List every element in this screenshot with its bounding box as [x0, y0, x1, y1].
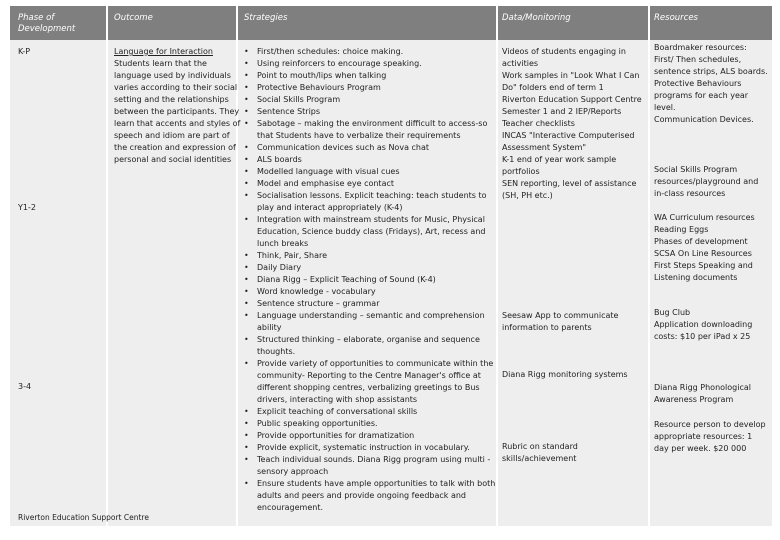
curriculum-table: [10, 6, 772, 526]
strategy-item: • Point to mouth/lips when talking: [242, 70, 498, 82]
phase-y1-2: Y1-2: [18, 203, 36, 212]
phase-kp: K-P: [18, 47, 31, 56]
strategy-item: • Socialisation lessons. Explicit teaching: teach students to play and interact appropriately (K-4): [242, 190, 498, 214]
strategy-item: • Provide explicit, systematic instruction in vocabulary.: [242, 442, 498, 454]
strategy-item: • Diana Rigg – Explicit Teaching of Sound (K-4): [242, 274, 498, 286]
strategy-item: • Public speaking opportunities.: [242, 418, 498, 430]
outcome-body: Students learn that the language used by individuals varies according to their social setting and the relationships between the participants. They learn that accents and styles of speech and idiom are part of the creation and expression of personal and social identities: [114, 59, 241, 164]
resources-block: Bug Club Application downloading costs: $10 per iPad x 25: [654, 308, 753, 341]
strategy-item: • Using reinforcers to encourage speaking.: [242, 58, 498, 70]
header-strategies: Strategies: [244, 13, 288, 23]
strategy-item: • Explicit teaching of conversational skills: [242, 406, 498, 418]
strategy-item: • Social Skills Program: [242, 94, 498, 106]
strategy-item: • Model and emphasise eye contact: [242, 178, 498, 190]
table-header: [10, 6, 772, 40]
strategy-item: • Sentence structure – grammar: [242, 298, 498, 310]
strategies-list: [242, 46, 498, 514]
resources-block: Social Skills Program resources/playground and in-class resources: [654, 165, 759, 198]
strategy-item: • Modelled language with visual cues: [242, 166, 498, 178]
header-phase: Phase of Development: [18, 13, 76, 34]
data-monitoring-block: Videos of students engaging in activities Work samples in "Look What I Can Do" folders end of term 1 Riverton Education Support Centre Semester 1 and 2 IEP/Reports Teacher checklists INCAS "Interactive Computerised Assessment System" K-1 end of year work sample portfolios SEN reporting, level of assistance (SH, PH etc.): [502, 47, 642, 200]
strategy-item: • Ensure students have ample opportunities to talk with both adults and peers and provide ongoing feedback and encouragement.: [242, 478, 498, 514]
strategy-item: • First/then schedules: choice making.: [242, 46, 498, 58]
resources-block: Boardmaker resources: First/ Then schedules, sentence strips, ALS boards. Protective Behaviours programs for each year level. Communication Devices.: [654, 43, 768, 124]
phase-3-4: 3-4: [18, 382, 32, 391]
column-divider: [106, 6, 108, 526]
strategy-item: • Sabotage – making the environment difficult to access-so that Students have to verbalize their requirements: [242, 118, 498, 142]
strategy-item: • Communication devices such as Nova chat: [242, 142, 498, 154]
footer-school-name: Riverton Education Support Centre: [18, 513, 149, 522]
strategy-item: • Sentence Strips: [242, 106, 498, 118]
strategy-item: • Think, Pair, Share: [242, 250, 498, 262]
header-resources: Resources: [654, 13, 698, 23]
strategy-item: • Teach individual sounds. Diana Rigg program using multi - sensory approach: [242, 454, 498, 478]
data-monitoring-block: Rubric on standard skills/achievement: [502, 442, 578, 463]
resources-block: Diana Rigg Phonological Awareness Program: [654, 383, 751, 404]
outcome-cell: [114, 46, 242, 166]
resources-block: WA Curriculum resources Reading Eggs Phases of development SCSA On Line Resources First Steps Speaking and Listening documents: [654, 213, 755, 282]
strategy-item: • Daily Diary: [242, 262, 498, 274]
strategy-item: • Integration with mainstream students for Music, Physical Education, Science buddy class (Fridays), Art, recess and lunch breaks: [242, 214, 498, 250]
strategy-item: • Provide opportunities for dramatization: [242, 430, 498, 442]
strategy-item: • Structured thinking – elaborate, organise and sequence thoughts.: [242, 334, 498, 358]
strategy-item: • ALS boards: [242, 154, 498, 166]
strategy-item: • Provide variety of opportunities to communicate within the community- Reporting to the Centre Manager's office at different shopping centres, verbalizing greetings to Bus drivers, interacting with shop assistants: [242, 358, 498, 406]
resources-block: Resource person to develop appropriate resources: 1 day per week. $20 000: [654, 420, 766, 453]
strategy-item: • Word knowledge - vocabulary: [242, 286, 498, 298]
outcome-title: Language for Interaction: [114, 47, 213, 56]
data-monitoring-block: Diana Rigg monitoring systems: [502, 370, 628, 379]
header-outcome: Outcome: [114, 13, 153, 23]
data-monitoring-block: Seesaw App to communicate information to parents: [502, 311, 619, 332]
header-data-monitoring: Data/Monitoring: [502, 13, 571, 23]
strategy-item: • Protective Behaviours Program: [242, 82, 498, 94]
strategy-item: • Language understanding – semantic and comprehension ability: [242, 310, 498, 334]
